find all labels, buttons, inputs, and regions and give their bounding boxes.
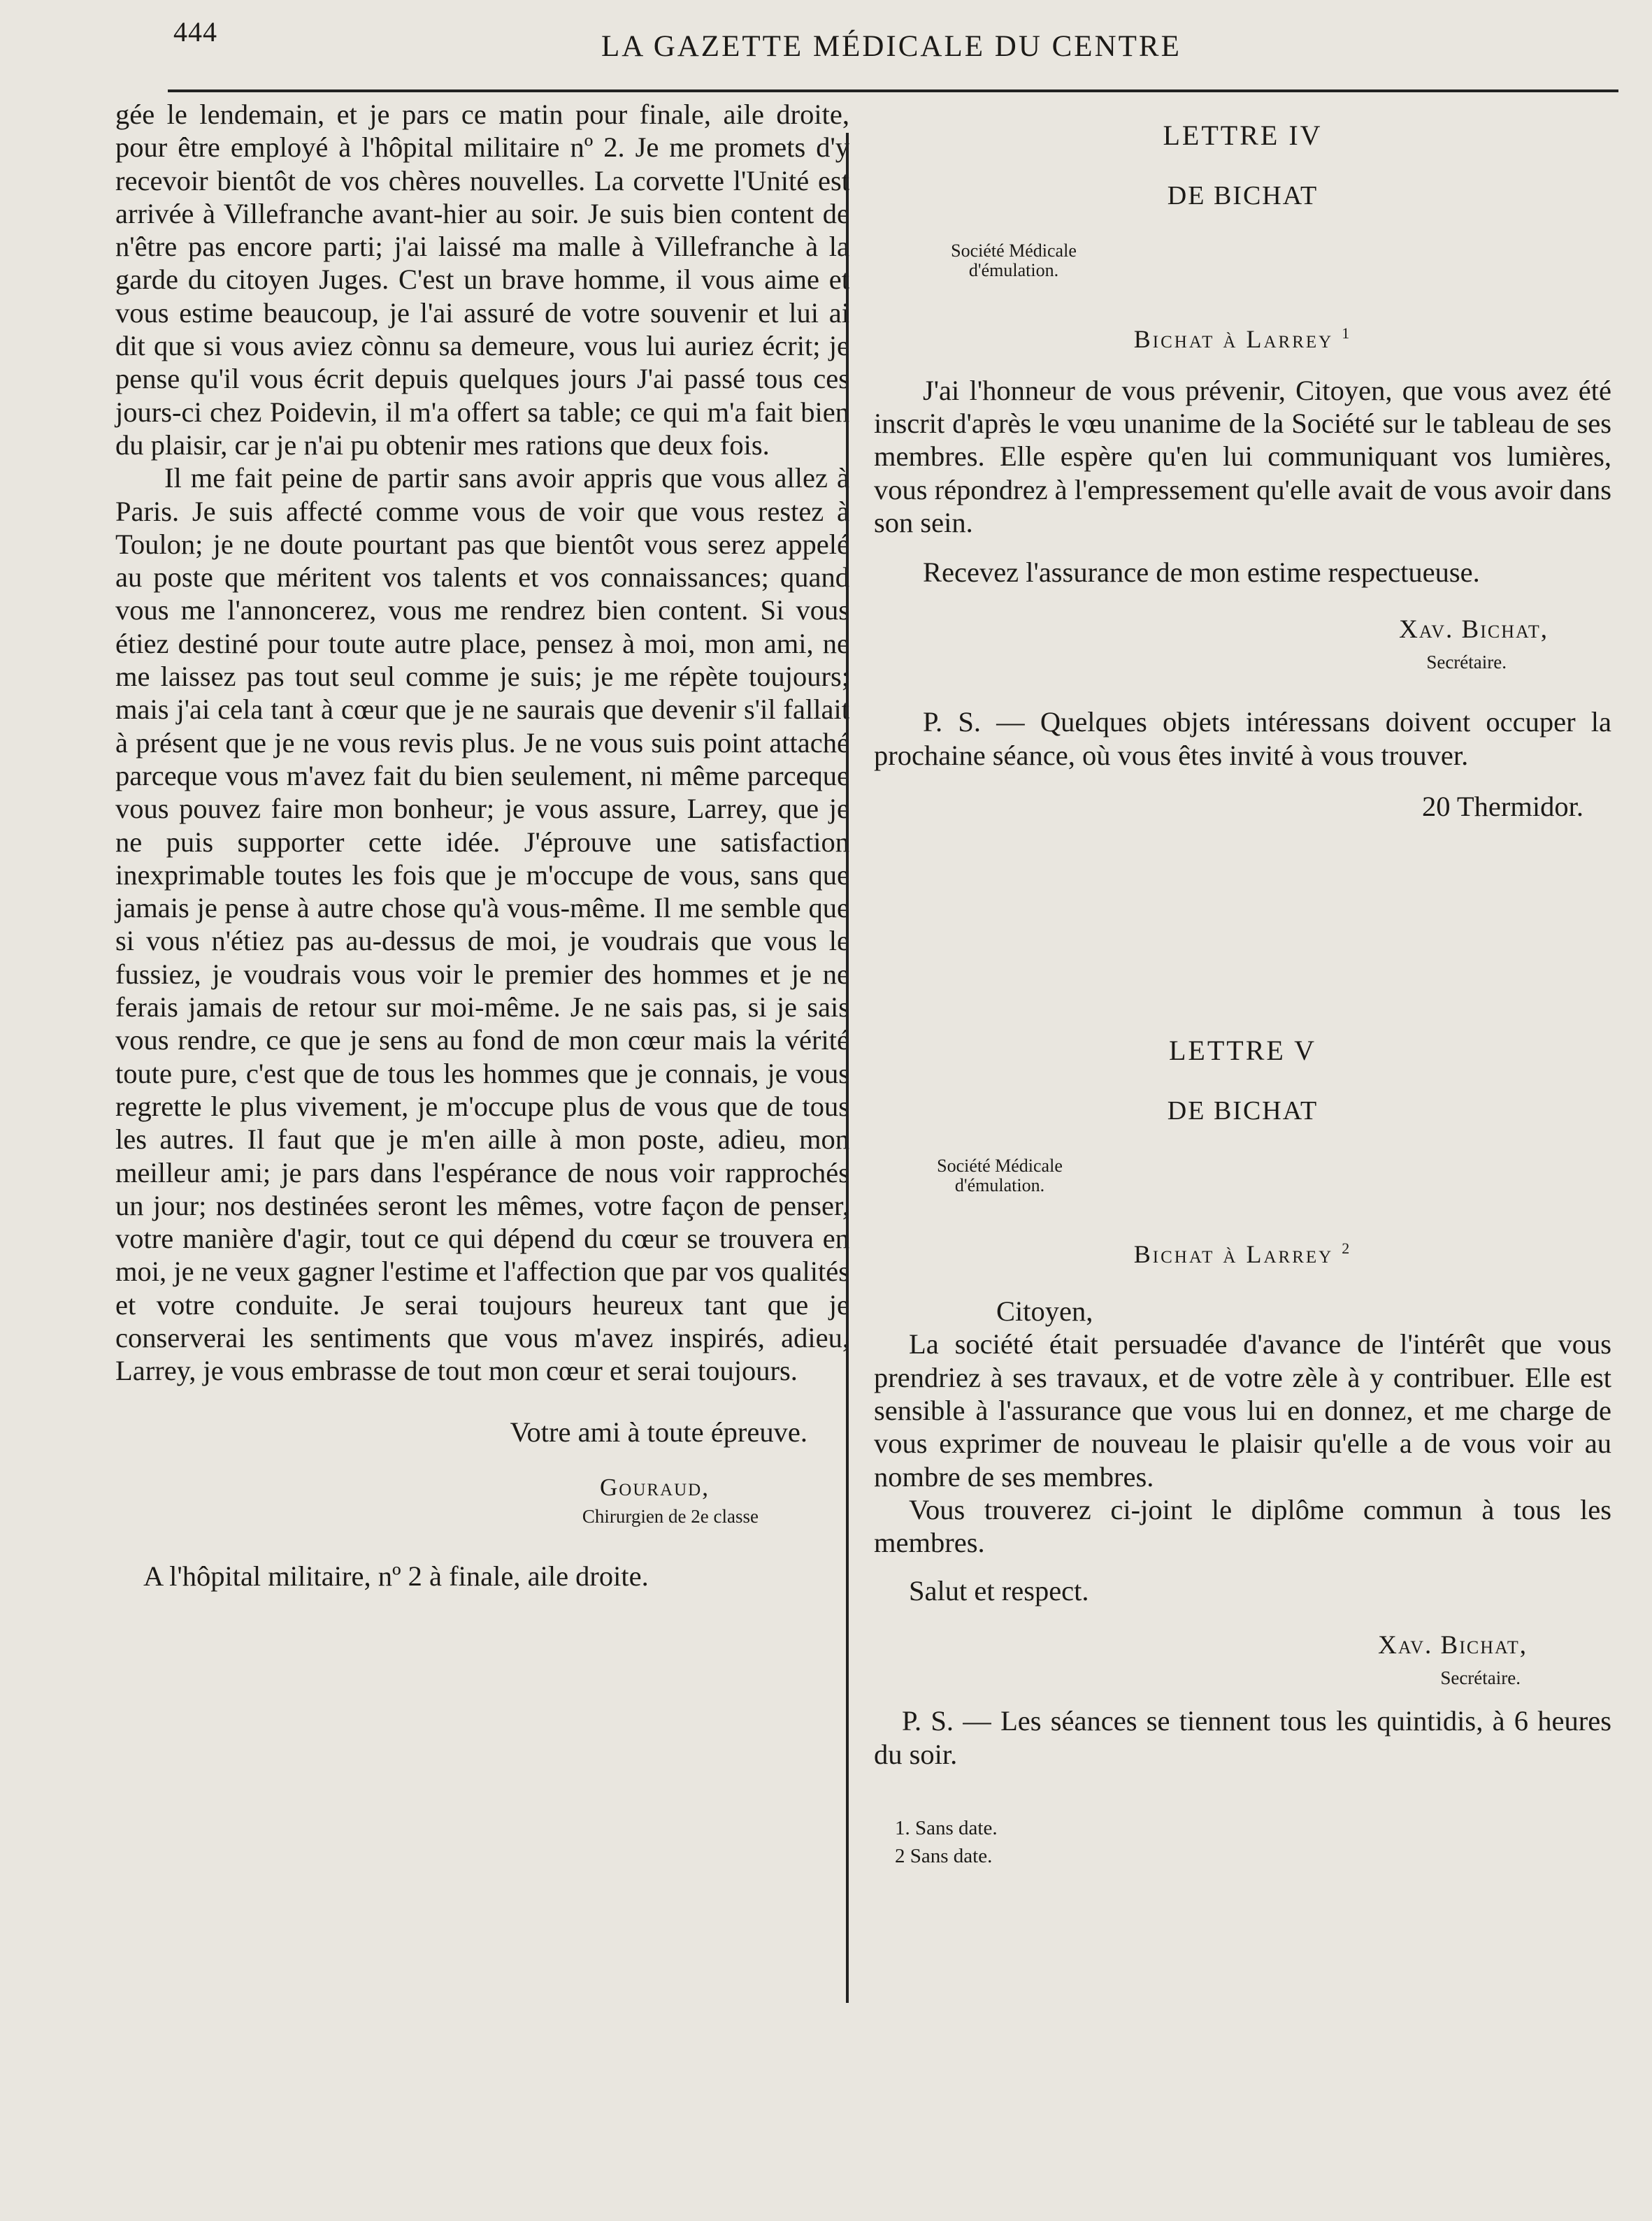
letter-v-title: LETTRE V [1168,1035,1316,1067]
letter-iv-paragraph: Recevez l'assurance de mon estime respectueuse. [923,556,1480,589]
letter-iv-from: DE BICHAT [1167,181,1319,211]
body-paragraph: Il me fait peine de partir sans avoir appris que vous allez à Paris. Je suis affecté comme vous de voir que vous restez à Toulon; je ne doute pourtant pas que bientôt vous serez appelé au poste que méritent vos talents et vos connaissances; quand vous me l'annoncerez, vous me rendrez bien content. Si vous étiez destiné pour toute autre place, pensez à moi, mon ami, ne me laissez pas tout seul comme je suis; je me répète toujours; mais j'ai cela tant à cœur que je ne saurais que devenir s'il fallait à présent que je ne vous revis plus. Je ne vous suis point attaché parceque vous m'avez fait du bien seulement, ni même parceque vous pouvez faire mon bonheur; je vous assure, Larrey, que je ne puis supporter cette idée. J'éprouve une satisfaction inexprimable toutes les fois que je m'occupe de vous, sans que jamais je pense à autre chose qu'à vous-même. Il me semble que si vous n'étiez pas au-dessus de moi, je voudrais que vous le fussiez, je voudrais vous voir le premier des hommes et je ne ferais jamais de retour sur moi-même. Je ne sais pas, si je sais vous rendre, ce que je sens au fond de mon cœur mais la vérité toute pure, c'est que de tous les hommes que je connais, je vous regrette le plus vivement, je m'occupe plus de vous que de tous les autres. Il faut que je m'en aille à mon poste, adieu, mon meilleur ami; je pars dans l'espérance de nous voir rapprochés un jour; nos destinées seront les mêmes, votre façon de penser, votre manière d'agir, tout ce qui dépend du cœur se trouvera en moi, je ne veux gagner l'estime et l'affection que par vos qualités et votre conduite. Je serai toujours heureux tant que je conserverai les sentiments que vous m'avez inspirés, adieu, Larrey, je vous embrasse de tout mon cœur et serai toujours. [115,462,849,1387]
letter-v-from: DE BICHAT [1167,1096,1319,1126]
letter-v-addressee [874,1232,1611,1271]
running-head: LA GAZETTE MÉDICALE DU CENTRE [601,30,1181,63]
right-column [874,119,1611,1870]
letter-v-paragraph: Salut et respect. [909,1575,1089,1607]
letter-v-paragraph: La société était persuadée d'avance de l'intérêt que vous prendriez à ses travaux, et de votre zèle à y contribuer. Elle est sensible à l'assurance que vous lui en donnez, et me charge de vous exprimer de nouveau le plaisir qu'elle a de vous voir au nombre de ses membres. [874,1328,1611,1493]
society-line: Société Médicale [951,240,1077,261]
column-divider [846,133,849,2003]
left-column [115,98,849,1593]
letter-iv-postscript: P. S. — Quelques objets intéressans doivent occuper la prochaine séance, où vous êtes invité à vous trouver. [874,706,1611,771]
letter-iv-addressee [874,317,1611,356]
signature-name: Gouraud, [600,1473,710,1501]
letter-v-signature-title: Secrétaire. [1440,1667,1521,1689]
letter-iv-date: 20 Thermidor. [1422,790,1583,822]
footnotes [874,1814,1611,1870]
letter-iv-title: LETTRE IV [1163,120,1323,151]
footnote-ref: 1 [1342,324,1352,342]
society-line: d'émulation. [954,1174,1045,1195]
society-line: Société Médicale [937,1155,1063,1176]
letter-iv-society [902,241,1126,280]
letter-v-paragraph: Vous trouverez ci-joint le diplôme commun à tous les membres. [874,1493,1611,1559]
letter-v-society [888,1156,1112,1195]
body-paragraph: gée le lendemain, et je pars ce matin pour finale, aile droite, pour être employé à l'hôpital militaire nº 2. Je me promets d'y recevoir bientôt de vos chères nouvelles. La corvette l'Unité est arrivée à Villefranche avant-hier au soir. Je suis bien content de n'être pas encore parti; j'ai laissé ma malle à Villefranche à la garde du citoyen Juges. C'est un brave homme, il vous aime et vous estime beaucoup, je l'ai assuré de votre souvenir et lui ai dit que si vous aviez cònnu sa demeure, vous lui auriez écrit; je pense qu'il vous écrit depuis quelques jours J'ai passé tous ces jours-ci chez Poidevin, il m'a offert sa table; ce qui m'a fait bien du plaisir, car je n'ai pu obtenir mes rations que deux fois. [115,99,849,461]
closing-line: Votre ami à toute épreuve. [510,1416,807,1448]
letter-v-signature: Xav. Bichat, [1378,1630,1528,1660]
header-rule [168,89,1618,92]
letter-iv-signature-title: Secrétaire. [1426,651,1507,673]
letter-v-salutation: Citoyen, [996,1295,1093,1328]
addressee-text: Bichat à Larrey [1133,1239,1334,1268]
society-line: d'émulation. [968,259,1059,280]
footnote: 1. Sans date. [895,1816,998,1839]
letter-iv-signature: Xav. Bichat, [1399,614,1549,644]
footnote-ref: 2 [1342,1239,1352,1257]
signature-title: Chirurgien de 2e classe [582,1506,759,1528]
letter-iv-paragraph: J'ai l'honneur de vous prévenir, Citoyen, que vous avez été inscrit d'après le vœu unanime de la Société sur le tableau de ses membres. Elle espère qu'en lui communiquant vos lumières, vous répondrez à l'empressement qu'elle avait de vous avoir dans son sein. [874,374,1611,539]
page-number: 444 [173,16,217,48]
addressee-text: Bichat à Larrey [1133,324,1334,353]
letter-v-postscript: P. S. — Les séances se tiennent tous les quintidis, à 6 heures du soir. [874,1705,1611,1770]
footnote: 2 Sans date. [895,1844,993,1867]
address-line: A l'hôpital militaire, nº 2 à finale, aile droite. [143,1560,649,1593]
